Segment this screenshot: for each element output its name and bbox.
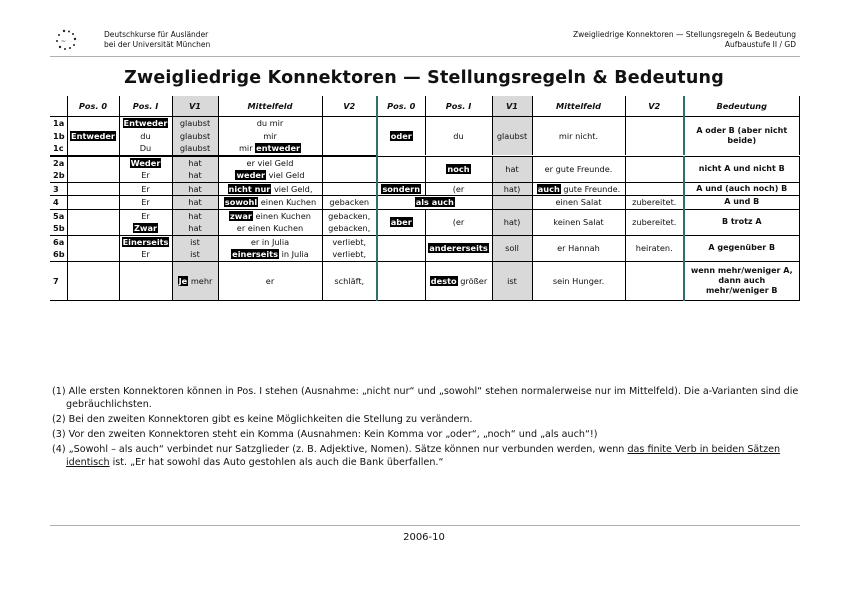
- cell-mittelfeld: er Hannah: [532, 235, 625, 261]
- header-left-line1: Deutschkurse für Ausländer: [104, 30, 209, 39]
- footnotes: [52, 385, 800, 471]
- connector-highlight: oder: [390, 131, 412, 141]
- cell-v1: ist: [172, 235, 218, 248]
- table-row-7: [50, 261, 799, 300]
- cell-mittelfeld: er viel Geld: [218, 156, 322, 169]
- cell-v2: heiraten.: [625, 235, 684, 261]
- cell-mittelfeld: er einen Kuchen: [218, 222, 322, 235]
- cell-v1: mehr: [190, 275, 213, 286]
- cell-mittelfeld: er in Julia: [218, 235, 322, 248]
- table-row-3: [50, 182, 799, 196]
- connector-highlight: einerseits: [232, 249, 278, 260]
- row-label: 1c: [50, 142, 67, 155]
- note-3: (3) Vor den zweiten Konnektoren steht ein Komma (Ausnahmen: Kein Komma vor „oder“, „noch“ und „als auch“!): [52, 429, 598, 440]
- note-4-underlined: das finite Verb in beiden Sätzen identisch: [66, 444, 781, 468]
- table-row-2a: [50, 156, 799, 169]
- footer-date: 2006-10: [403, 532, 445, 543]
- header-course: [573, 30, 796, 49]
- header-institution: [104, 30, 210, 49]
- header-pos0-b: Pos. 0: [377, 96, 425, 117]
- cell-bedeutung: A und (auch noch) B: [684, 182, 799, 196]
- cell-mittelfeld: einen Kuchen: [260, 197, 317, 208]
- header-v1-b: V1: [492, 96, 532, 117]
- connector-highlight: sowohl: [224, 197, 258, 208]
- cell-mittelfeld: mir nicht.: [532, 117, 625, 156]
- note-4: [52, 443, 800, 469]
- table-row-1a: [50, 117, 799, 130]
- connector-highlight: Entweder: [123, 118, 168, 129]
- cell-v2: zubereitet.: [625, 209, 684, 235]
- header-mittelfeld: Mittelfeld: [218, 96, 322, 117]
- row-label: 5a: [50, 209, 67, 222]
- connector-highlight: Weder: [130, 157, 161, 168]
- header-label: [50, 96, 67, 117]
- cell-bedeutung: nicht A und nicht B: [684, 156, 799, 182]
- header-mittelfeld-b: Mittelfeld: [532, 96, 625, 117]
- cell-v1: glaubst: [172, 117, 218, 130]
- connector-highlight: als auch: [415, 197, 454, 208]
- cell-v1: soll: [492, 235, 532, 261]
- cell-mittelfeld: mir: [218, 130, 322, 143]
- connector-highlight: Zwar: [133, 223, 158, 234]
- cell-v1: hat: [172, 156, 218, 169]
- note-4-part-a: (4) „Sowohl – als auch“ verbindet nur Satzglieder (z. B. Adjektive, Nomen). Sätze können nur verbunden werden, wenn: [52, 444, 628, 455]
- cell-pos1: größer: [460, 275, 488, 286]
- header-right-line2: Aufbaustufe II / GD: [724, 39, 796, 49]
- cell-v2: gebacken,: [322, 209, 377, 222]
- cell-v2: gebacken,: [322, 222, 377, 235]
- cell-bedeutung: A und B: [684, 196, 799, 210]
- row-label: 6b: [50, 248, 67, 261]
- connector-highlight: Je: [178, 275, 188, 286]
- connector-highlight: nicht nur: [228, 183, 271, 194]
- table-row-5a: [50, 209, 799, 222]
- header-right-line1: Zweigliedrige Konnektoren — Stellungsregeln & Bedeutung: [573, 30, 796, 39]
- table-row-6a: [50, 235, 799, 248]
- row-label: 1b: [50, 130, 67, 143]
- cell-pos1: du: [425, 117, 492, 156]
- cell-v2: schläft,: [322, 261, 377, 300]
- cell-pos1: (er: [425, 182, 492, 196]
- cell-v1: hat: [172, 196, 218, 210]
- cell-v1: ist: [492, 261, 532, 300]
- note-2: (2) Bei den zweiten Konnektoren gibt es keine Möglichkeiten die Stellung zu verändern.: [52, 414, 473, 425]
- cell-mittelfeld: viel Geld: [268, 170, 305, 181]
- konnektoren-table: [50, 96, 800, 301]
- connector-highlight: auch: [537, 183, 560, 194]
- row-label: 3: [50, 182, 67, 196]
- cell-mittelfeld: in Julia: [281, 249, 309, 260]
- cell-pos1: du: [119, 130, 172, 143]
- cell-v1: ist: [172, 248, 218, 261]
- university-logo: [52, 28, 82, 52]
- page-title: Zweigliedrige Konnektoren — Stellungsregeln & Bedeutung: [124, 68, 724, 88]
- cell-mittelfeld: sein Hunger.: [532, 261, 625, 300]
- row-label: 1a: [50, 117, 67, 130]
- connector-highlight: noch: [447, 164, 470, 174]
- row-label: 5b: [50, 222, 67, 235]
- cell-v1: glaubst: [172, 142, 218, 155]
- table-header-row: [50, 96, 799, 117]
- cell-bedeutung: B trotz A: [684, 209, 799, 235]
- connector-highlight: desto: [430, 275, 457, 286]
- connector-highlight: Einerseits: [122, 236, 169, 247]
- cell-v1: hat: [172, 169, 218, 182]
- header-v2: V2: [322, 96, 377, 117]
- cell-mittelfeld: du mir: [218, 117, 322, 130]
- cell-v1: hat): [492, 209, 532, 235]
- cell-bedeutung: wenn mehr/weniger A, dann auch mehr/weniger B: [684, 261, 799, 300]
- row-label: 2a: [50, 156, 67, 169]
- table-row-4: [50, 196, 799, 210]
- connector-highlight: aber: [390, 217, 412, 227]
- cell-pos1: Er: [119, 196, 172, 210]
- cell-mittelfeld: gute Freunde.: [563, 183, 621, 194]
- cell-pos1: Er: [119, 182, 172, 196]
- cell-mittelfeld: viel Geld,: [273, 183, 313, 194]
- cell-v1: glaubst: [172, 130, 218, 143]
- cell-bedeutung: A oder B (aber nicht beide): [684, 117, 799, 156]
- cell-mittelfeld: keinen Salat: [532, 209, 625, 235]
- cell-v2: gebacken: [322, 196, 377, 210]
- connector-highlight: sondern: [382, 183, 421, 194]
- cell-pos1: Er: [119, 248, 172, 261]
- connector-highlight: entweder: [256, 143, 301, 154]
- connector-highlight: andererseits: [429, 243, 488, 253]
- cell-pos1: (er: [425, 209, 492, 235]
- header-v1: V1: [172, 96, 218, 117]
- note-4-part-b: ist. „Er hat sowohl das Auto gestohlen als auch die Bank überfallen.“: [109, 457, 444, 468]
- header-divider: [50, 56, 800, 57]
- cell-v2: verliebt,: [322, 235, 377, 248]
- footer-divider: [50, 525, 800, 526]
- cell-v1: hat): [492, 182, 532, 196]
- header-pos0: Pos. 0: [67, 96, 119, 117]
- row-label: 6a: [50, 235, 67, 248]
- cell-v1: hat: [492, 156, 532, 182]
- cell-v1: hat: [172, 182, 218, 196]
- header-v2-b: V2: [625, 96, 684, 117]
- connector-highlight: Entweder: [71, 130, 115, 141]
- header-left-line2: bei der Universität München: [104, 39, 211, 49]
- cell-mittelfeld: einen Salat: [532, 196, 625, 210]
- cell-pos1: Er: [119, 209, 172, 222]
- header-bedeutung: Bedeutung: [684, 96, 799, 117]
- cell-mittelfeld: einen Kuchen: [255, 210, 311, 221]
- cell-mittelfeld: er gute Freunde.: [532, 156, 625, 182]
- cell-v1: hat: [172, 209, 218, 222]
- connector-highlight: weder: [236, 170, 266, 181]
- cell-v1: glaubst: [492, 117, 532, 156]
- connector-highlight: zwar: [230, 210, 252, 221]
- cell-mittelfeld: mir: [238, 143, 253, 154]
- svg-text:~: ~: [61, 38, 67, 45]
- cell-bedeutung: A gegenüber B: [684, 235, 799, 261]
- cell-mittelfeld: er: [218, 261, 322, 300]
- cell-v2: verliebt,: [322, 248, 377, 261]
- header-pos1-b: Pos. I: [425, 96, 492, 117]
- cell-pos1: Du: [119, 142, 172, 155]
- cell-v1: hat: [172, 222, 218, 235]
- note-1: (1) Alle ersten Konnektoren können in Pos. I stehen (Ausnahme: „nicht nur“ und „sowohl“ stehen normalerweise nur im Mittelfeld). Die a-Varianten sind die gebräuchlichsten.: [52, 386, 799, 410]
- row-label: 4: [50, 196, 67, 210]
- cell-v2: zubereitet.: [625, 196, 684, 210]
- row-label: 7: [50, 261, 67, 300]
- row-label: 2b: [50, 169, 67, 182]
- cell-pos1: Er: [119, 169, 172, 182]
- header-pos1: Pos. I: [119, 96, 172, 117]
